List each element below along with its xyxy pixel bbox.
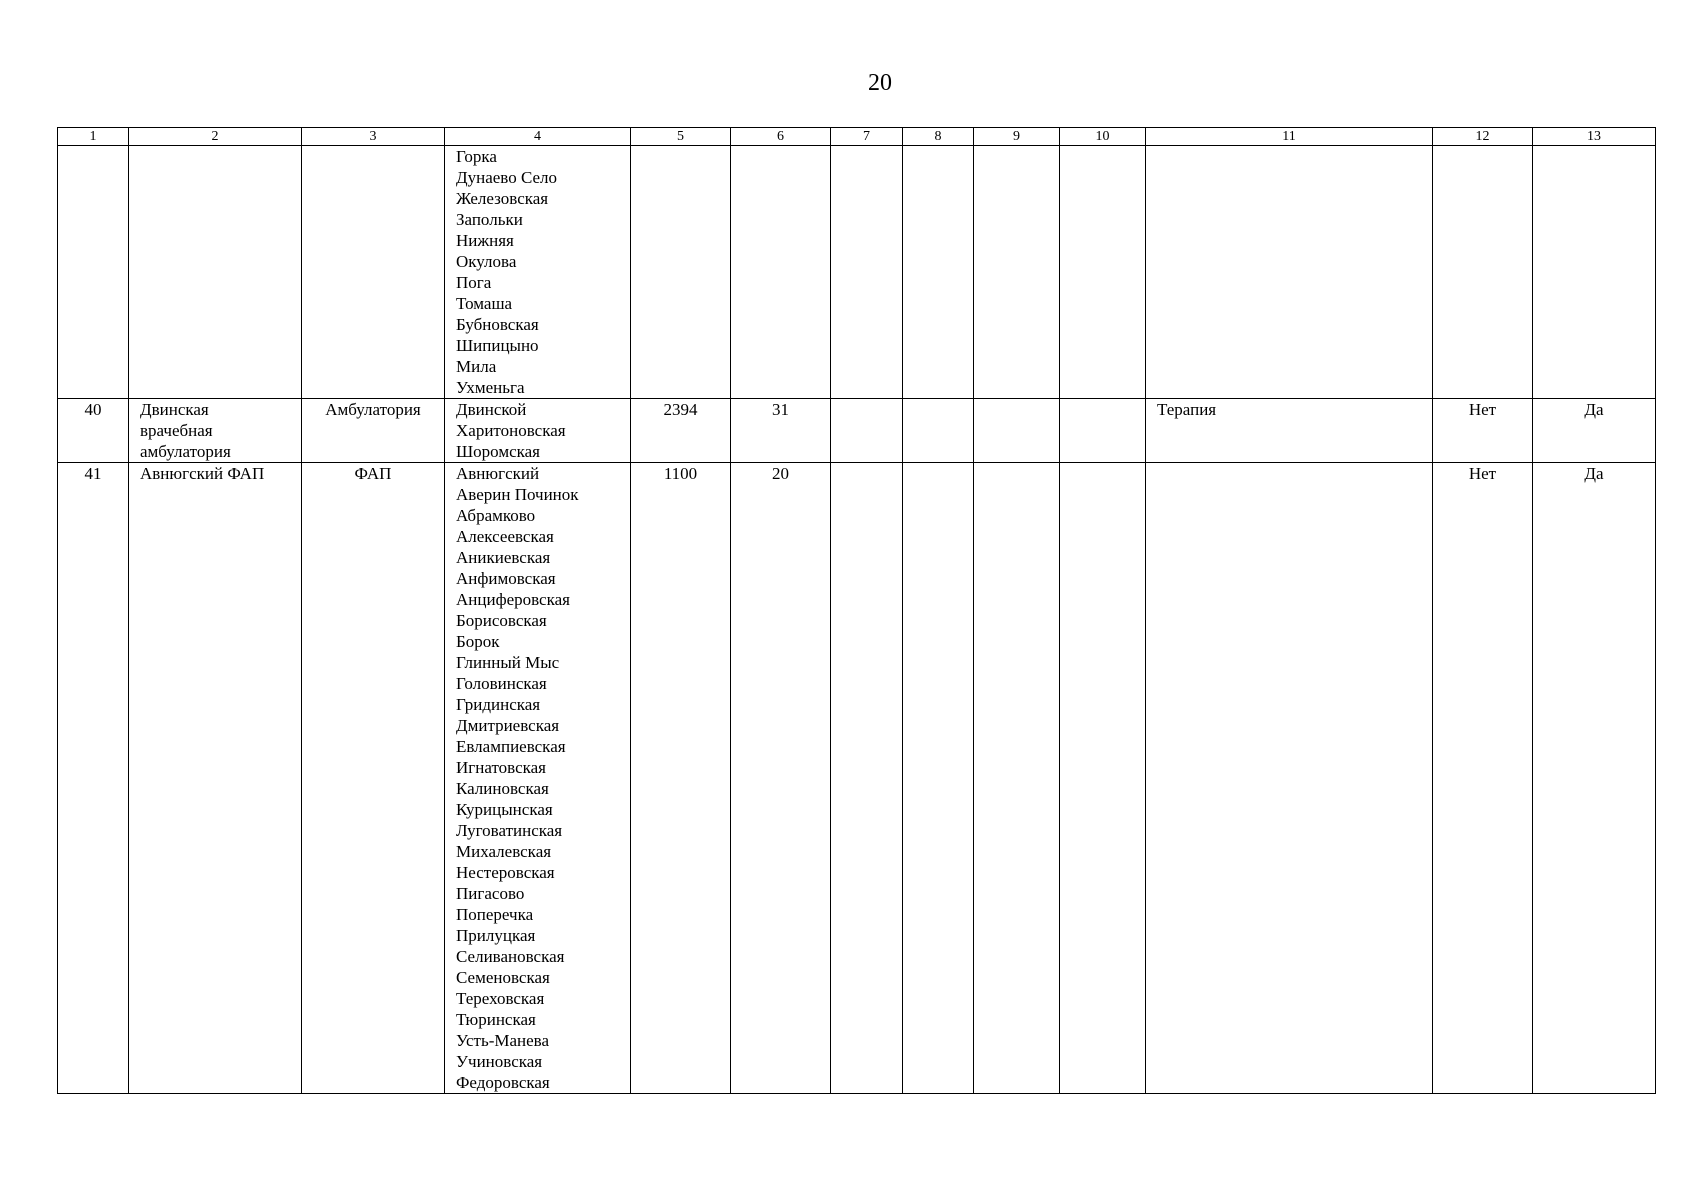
column-7-cell [831, 463, 903, 1094]
column-5-cell: 2394 [631, 399, 731, 463]
facilities-table [57, 127, 1656, 1094]
column-13-cell: Да [1533, 463, 1656, 1094]
facility-type-cell: Амбулатория [302, 399, 445, 463]
column-8-cell [903, 463, 974, 1094]
settlement-name: Дмитриевская [456, 716, 560, 735]
settlement-name: Аверин Починок [456, 485, 579, 504]
table-row [58, 399, 1656, 463]
settlement-name: Аникиевская [456, 548, 551, 567]
settlement-name: Анциферовская [456, 590, 570, 609]
settlement-name: Гридинская [456, 695, 541, 714]
settlement-name: Окулова [456, 252, 517, 271]
facility-name-line: Двинская [140, 400, 209, 419]
facility-name-cell [129, 463, 302, 1094]
column-13-cell [1533, 146, 1656, 399]
settlement-name: Пигасово [456, 884, 525, 903]
facility-name-line: Авнюгский ФАП [140, 464, 265, 483]
column-7-cell [831, 146, 903, 399]
settlement-name: Дунаево Село [456, 168, 558, 187]
column-13-cell: Да [1533, 399, 1656, 463]
column-number: 11 [1146, 128, 1433, 146]
table-row [58, 146, 1656, 399]
settlements-cell [445, 146, 631, 399]
column-12-cell: Нет [1433, 463, 1533, 1094]
settlement-name: Шипицыно [456, 336, 539, 355]
column-number: 10 [1060, 128, 1146, 146]
column-number: 13 [1533, 128, 1656, 146]
settlement-name: Курицынская [456, 800, 553, 819]
column-5-cell: 1100 [631, 463, 731, 1094]
settlement-name: Мила [456, 357, 497, 376]
settlement-name: Прилуцкая [456, 926, 536, 945]
column-number: 2 [129, 128, 302, 146]
column-9-cell [974, 463, 1060, 1094]
table-body [58, 128, 1656, 1094]
column-7-cell [831, 399, 903, 463]
facility-name-cell [129, 399, 302, 463]
settlements-cell [445, 463, 631, 1094]
settlement-name: Запольки [456, 210, 523, 229]
settlement-name: Абрамково [456, 506, 536, 525]
column-number: 7 [831, 128, 903, 146]
column-6-cell [731, 146, 831, 399]
settlement-name: Анфимовская [456, 569, 556, 588]
settlement-name: Учиновская [456, 1052, 543, 1071]
settlement-name: Селивановская [456, 947, 565, 966]
facility-name-line: врачебная [140, 421, 213, 440]
column-number: 9 [974, 128, 1060, 146]
settlement-name: Томаша [456, 294, 513, 313]
facility-type-cell [302, 146, 445, 399]
settlement-name: Семеновская [456, 968, 550, 987]
settlement-name: Нижняя [456, 231, 514, 250]
column-number: 1 [58, 128, 129, 146]
settlement-name: Тереховская [456, 989, 545, 1008]
column-number: 8 [903, 128, 974, 146]
column-number: 5 [631, 128, 731, 146]
settlement-name: Головинская [456, 674, 547, 693]
settlement-name: Усть-Манева [456, 1031, 550, 1050]
settlement-name: Ухменьга [456, 378, 525, 397]
settlement-name: Харитоновская [456, 421, 566, 440]
settlement-name: Пога [456, 273, 492, 292]
settlement-name: Калиновская [456, 779, 549, 798]
settlement-name: Шоромская [456, 442, 540, 461]
settlement-name: Борок [456, 632, 500, 651]
column-8-cell [903, 146, 974, 399]
settlement-name: Борисовская [456, 611, 547, 630]
column-5-cell [631, 146, 731, 399]
settlement-name: Нестеровская [456, 863, 555, 882]
facility-name-line: амбулатория [140, 442, 231, 461]
settlement-name: Игнатовская [456, 758, 546, 777]
column-9-cell [974, 146, 1060, 399]
column-number: 4 [445, 128, 631, 146]
table-row [58, 463, 1656, 1094]
settlement-name: Евлампиевская [456, 737, 566, 756]
row-number-cell [58, 146, 129, 399]
column-6-cell: 31 [731, 399, 831, 463]
column-10-cell [1060, 399, 1146, 463]
settlement-name: Двинской [456, 400, 527, 419]
settlement-name: Бубновская [456, 315, 539, 334]
column-10-cell [1060, 463, 1146, 1094]
settlement-name: Михалевская [456, 842, 552, 861]
settlement-name: Луговатинская [456, 821, 563, 840]
facility-type-cell: ФАП [302, 463, 445, 1094]
column-12-cell: Нет [1433, 399, 1533, 463]
settlement-name: Поперечка [456, 905, 534, 924]
settlement-name: Федоровская [456, 1073, 550, 1092]
row-number-cell: 40 [58, 399, 129, 463]
column-number: 6 [731, 128, 831, 146]
column-11-cell: Терапия [1146, 399, 1433, 463]
settlement-name: Железовская [456, 189, 549, 208]
facility-name-cell [129, 146, 302, 399]
page-number: 20 [868, 70, 892, 96]
settlements-cell [445, 399, 631, 463]
column-number: 12 [1433, 128, 1533, 146]
column-10-cell [1060, 146, 1146, 399]
column-number-row [58, 128, 1656, 146]
column-number: 3 [302, 128, 445, 146]
row-number-cell: 41 [58, 463, 129, 1094]
column-11-cell [1146, 463, 1433, 1094]
settlement-name: Авнюгский [456, 464, 540, 483]
settlement-name: Тюринская [456, 1010, 536, 1029]
settlement-name: Горка [456, 147, 497, 166]
settlement-name: Алексеевская [456, 527, 554, 546]
column-12-cell [1433, 146, 1533, 399]
settlement-name: Глинный Мыс [456, 653, 560, 672]
column-9-cell [974, 399, 1060, 463]
column-11-cell [1146, 146, 1433, 399]
column-6-cell: 20 [731, 463, 831, 1094]
column-8-cell [903, 399, 974, 463]
